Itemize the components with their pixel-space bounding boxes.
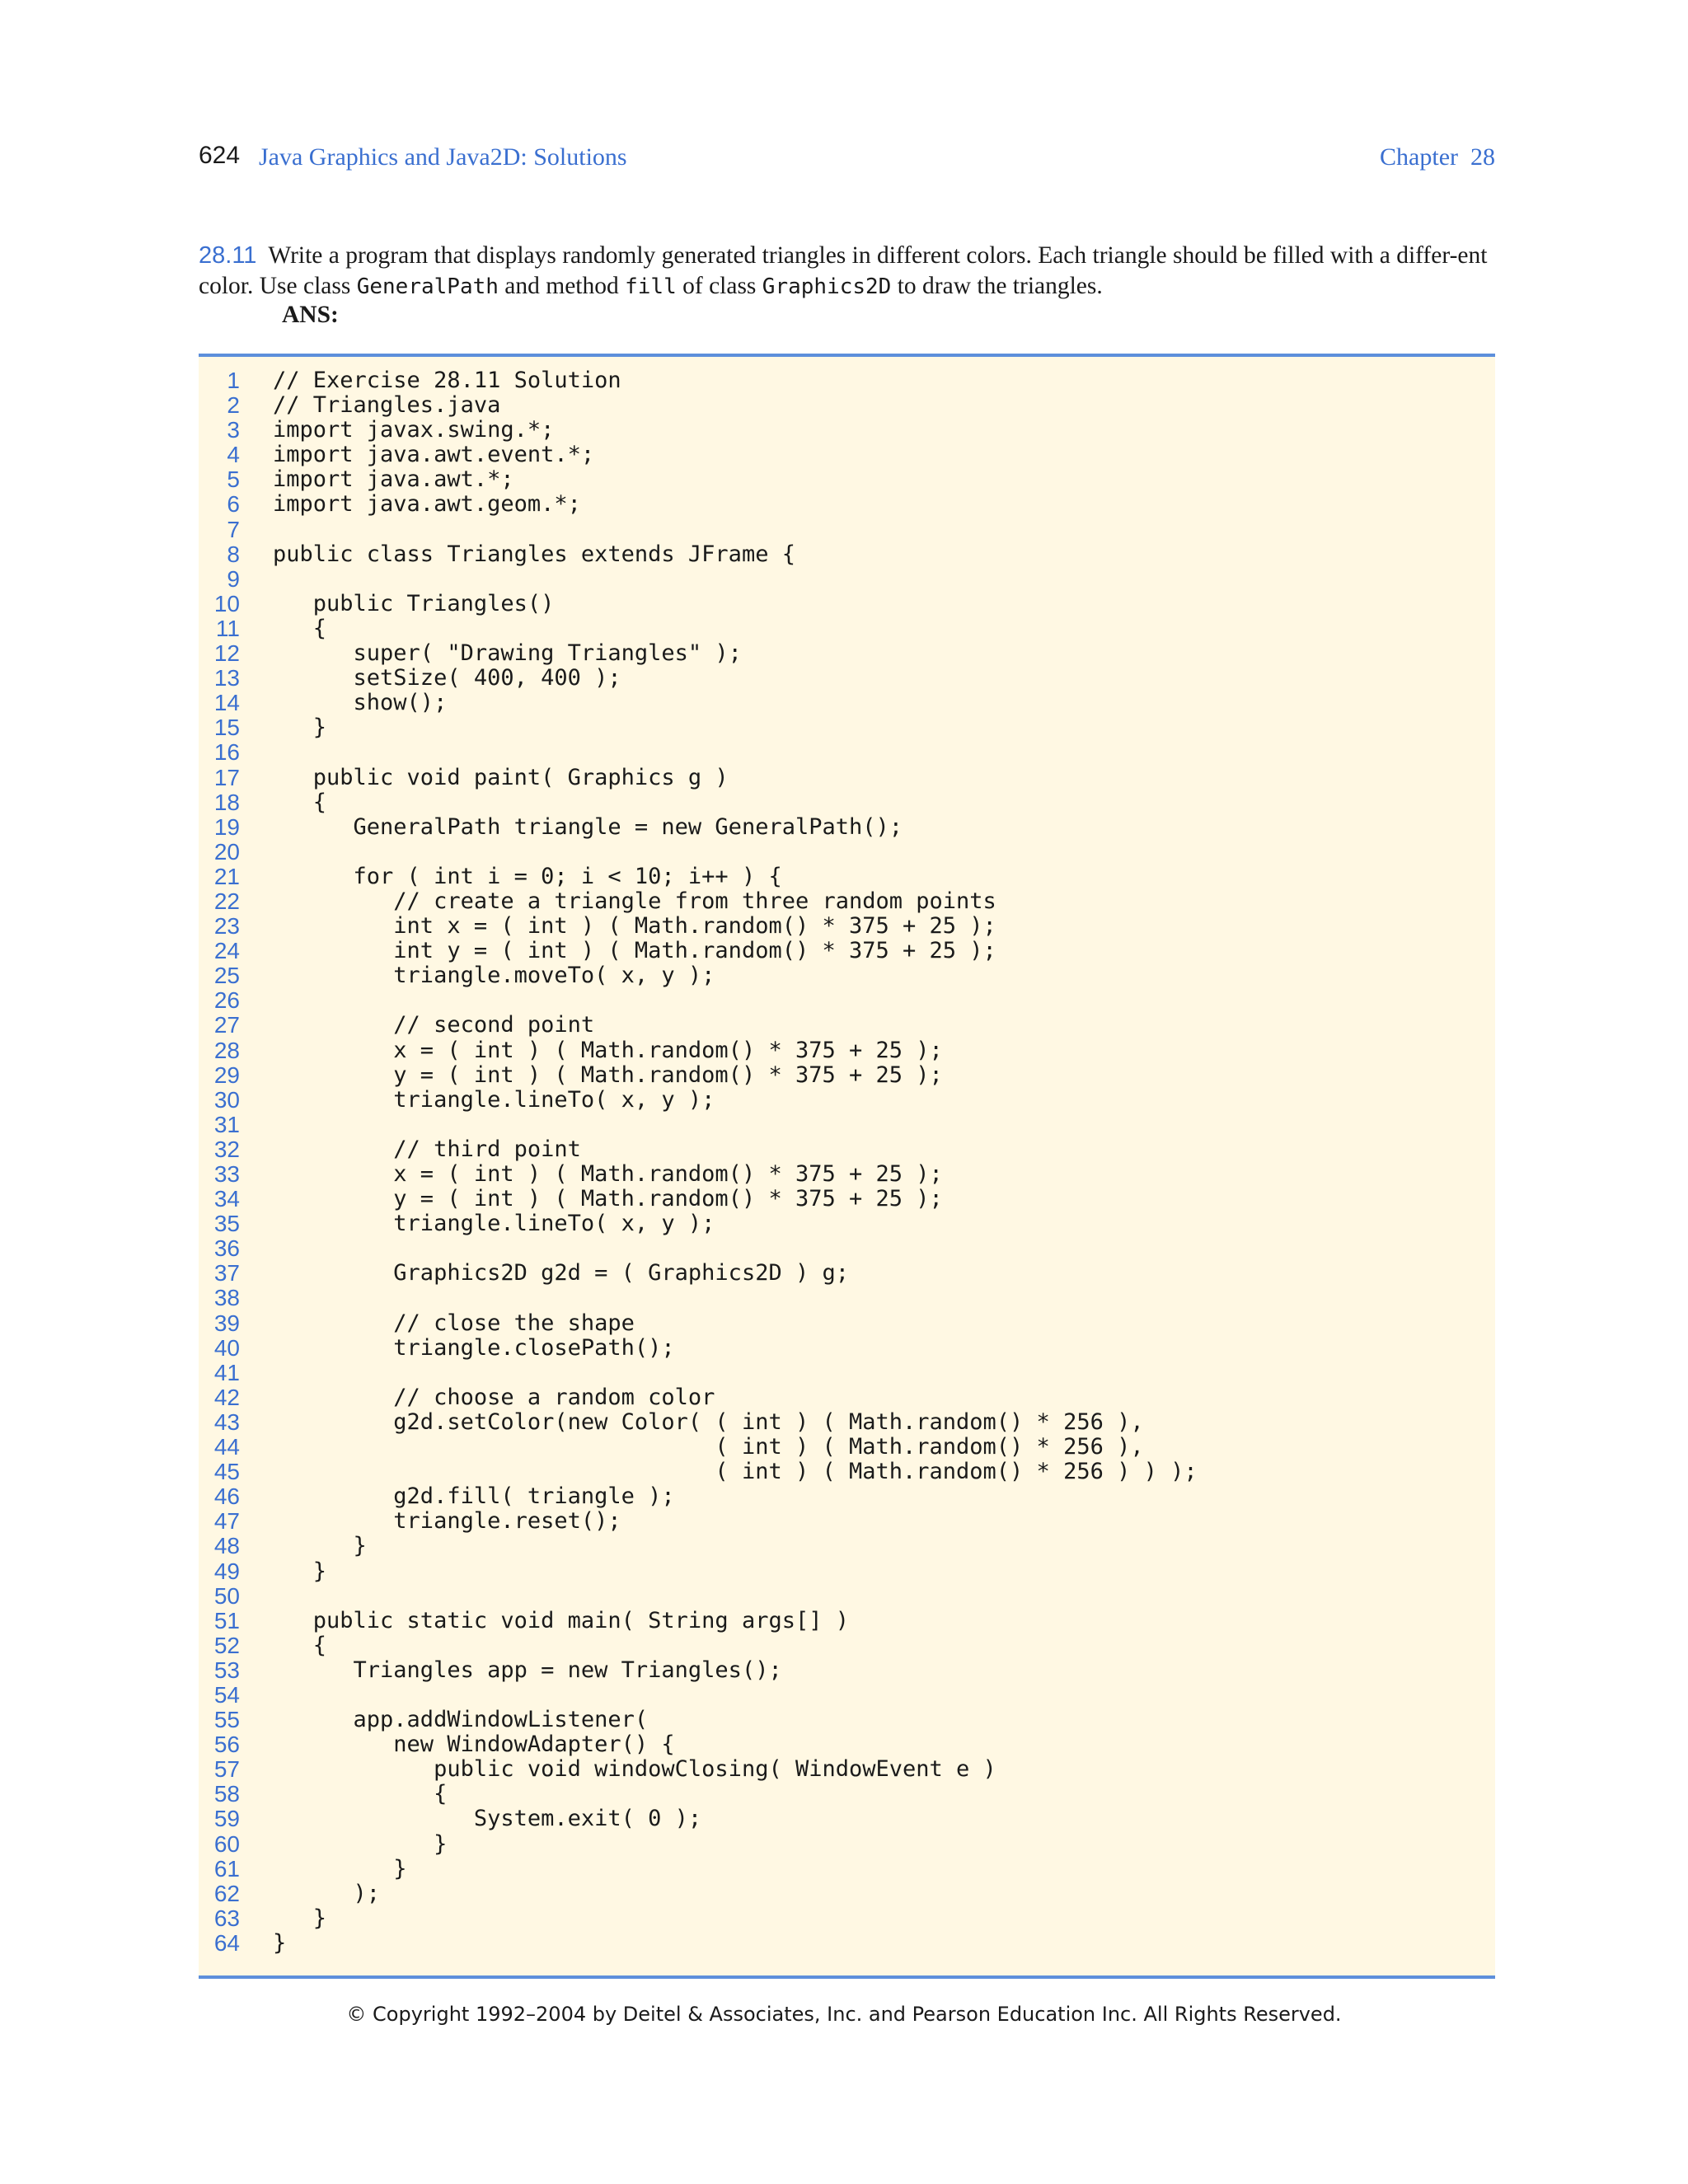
code-text: new WindowAdapter() {: [273, 1732, 675, 1758]
code-line: [199, 1410, 1495, 1435]
code-line: [199, 1236, 1495, 1261]
line-number: 56: [213, 1732, 240, 1758]
code-line: [199, 840, 1495, 865]
line-number: 39: [213, 1310, 240, 1336]
code-line: [199, 1732, 1495, 1757]
line-number: 7: [227, 516, 240, 542]
code-text: // Triangles.java: [273, 392, 501, 419]
code-text: System.exit( 0 );: [273, 1806, 702, 1832]
line-number: 50: [213, 1582, 240, 1609]
code-line: [199, 467, 1495, 492]
line-number: 20: [213, 838, 240, 865]
line-number: 5: [227, 466, 240, 493]
code-line: [199, 666, 1495, 691]
exercise-text-4: to draw the triangles.: [891, 273, 1103, 299]
line-number: 44: [213, 1434, 240, 1460]
code-line: [199, 914, 1495, 939]
line-number: 11: [215, 615, 240, 641]
code-text: x = ( int ) ( Math.random() * 375 + 25 );: [273, 1037, 943, 1063]
code-text: public void paint( Graphics g ): [273, 764, 729, 790]
code-text: public void windowClosing( WindowEvent e ): [273, 1756, 996, 1783]
code-text: public Triangles(): [273, 590, 555, 616]
code-text: );: [273, 1880, 381, 1906]
code-text: // third point: [273, 1136, 581, 1162]
code-line: [199, 1336, 1495, 1361]
chapter-label: Chapter 28: [1380, 143, 1495, 171]
code-text: Triangles app = new Triangles();: [273, 1657, 782, 1683]
line-number: 63: [213, 1905, 240, 1931]
code-line: [199, 1212, 1495, 1236]
code-text: super( "Drawing Triangles" );: [273, 640, 742, 667]
line-number: 2: [227, 392, 240, 419]
line-number: 4: [227, 442, 240, 468]
code-text: public static void main( String args[] ): [273, 1607, 849, 1633]
code-text: triangle.closePath();: [273, 1334, 675, 1361]
code-line: [199, 1460, 1495, 1484]
code-line: [199, 1857, 1495, 1882]
exercise-text-1: Write a program that displays randomly generated triangles in different colors. Each triangle should be filled with a differ-ent color. Use class: [199, 242, 1488, 299]
code-text: }: [273, 1558, 327, 1584]
code-line: [199, 715, 1495, 740]
line-number: 60: [213, 1830, 240, 1857]
line-number: 54: [213, 1681, 240, 1708]
code-line: [199, 1286, 1495, 1310]
line-number: 53: [213, 1657, 240, 1683]
code-line: [199, 418, 1495, 443]
code-line: [199, 1559, 1495, 1584]
line-number: 48: [213, 1533, 240, 1559]
code-line: [199, 865, 1495, 889]
code-listing: [199, 354, 1495, 1979]
code-text: int x = ( int ) ( Math.random() * 375 + 25 );: [273, 913, 996, 940]
code-text: // create a triangle from three random points: [273, 888, 996, 914]
line-number: 1: [227, 368, 240, 393]
code-line: [199, 1633, 1495, 1658]
line-number: 51: [213, 1607, 240, 1633]
code-line: [199, 1484, 1495, 1509]
code-text: import javax.swing.*;: [273, 417, 555, 443]
code-line: [199, 1137, 1495, 1162]
line-number: 15: [213, 715, 240, 741]
code-text: }: [273, 1533, 367, 1559]
code-line: [199, 939, 1495, 963]
code-text: ( int ) ( Math.random() * 256 ) ) );: [273, 1459, 1198, 1485]
code-text: x = ( int ) ( Math.random() * 375 + 25 );: [273, 1161, 943, 1187]
code-line: [199, 1584, 1495, 1609]
line-number: 61: [213, 1855, 240, 1882]
line-number: 29: [213, 1062, 240, 1088]
line-number: 17: [213, 764, 240, 790]
line-number: 26: [213, 987, 240, 1014]
code-text: triangle.lineTo( x, y );: [273, 1086, 715, 1113]
code-line: [199, 1832, 1495, 1857]
code-text: g2d.fill( triangle );: [273, 1483, 675, 1510]
line-number: 57: [213, 1756, 240, 1783]
line-number: 16: [213, 739, 240, 766]
line-number: 49: [213, 1558, 240, 1584]
code-line: [199, 1906, 1495, 1931]
code-line: [199, 1261, 1495, 1286]
code-text: // second point: [273, 1012, 595, 1038]
line-number: 12: [213, 640, 240, 667]
line-number: 32: [213, 1136, 240, 1162]
code-line: [199, 766, 1495, 790]
line-number: 33: [213, 1161, 240, 1187]
line-number: 62: [213, 1880, 240, 1906]
line-number: 46: [213, 1483, 240, 1510]
code-line: [199, 567, 1495, 592]
code-line: [199, 1658, 1495, 1683]
line-number: 55: [213, 1707, 240, 1733]
code-line: [199, 1088, 1495, 1113]
line-number: 34: [213, 1186, 240, 1212]
code-line: [199, 616, 1495, 641]
code-line: [199, 1013, 1495, 1038]
code-line: [199, 492, 1495, 517]
code-line: [199, 740, 1495, 765]
code-text: import java.awt.geom.*;: [273, 491, 581, 518]
code-text: // Exercise 28.11 Solution: [273, 368, 621, 393]
line-number: 64: [213, 1929, 240, 1956]
code-text: app.addWindowListener(: [273, 1707, 649, 1733]
code-text: ( int ) ( Math.random() * 256 ),: [273, 1434, 1144, 1460]
line-number: 3: [227, 417, 240, 443]
exercise-code-2: fill: [625, 274, 677, 299]
code-text: triangle.moveTo( x, y );: [273, 963, 715, 989]
line-number: 41: [213, 1359, 240, 1385]
exercise-statement: [199, 241, 1495, 302]
page-header: [199, 142, 1495, 175]
code-line: [199, 1361, 1495, 1385]
code-text: // choose a random color: [273, 1384, 715, 1410]
line-number: 28: [213, 1037, 240, 1063]
code-text: import java.awt.event.*;: [273, 442, 595, 468]
page-number: 624: [199, 142, 241, 169]
line-number: 8: [227, 541, 240, 567]
code-text: GeneralPath triangle = new GeneralPath();: [273, 813, 903, 840]
line-number: 42: [213, 1384, 240, 1410]
exercise-number: 28.11: [199, 242, 257, 269]
code-line: [199, 1782, 1495, 1807]
line-number: 52: [213, 1632, 240, 1658]
code-text: {: [273, 615, 327, 641]
code-line: [199, 592, 1495, 616]
code-text: show();: [273, 690, 448, 716]
line-number: 40: [213, 1334, 240, 1361]
line-number: 23: [213, 913, 240, 940]
line-number: 9: [227, 565, 240, 592]
code-line: [199, 1385, 1495, 1410]
line-number: 43: [213, 1408, 240, 1435]
code-text: triangle.reset();: [273, 1508, 621, 1535]
code-line: [199, 691, 1495, 715]
code-line: [199, 443, 1495, 467]
code-line: [199, 1609, 1495, 1633]
code-line: [199, 1038, 1495, 1063]
code-line: [199, 1509, 1495, 1534]
line-number: 6: [227, 491, 240, 518]
line-number: 36: [213, 1235, 240, 1262]
code-line: [199, 1931, 1495, 1956]
code-line: [199, 641, 1495, 666]
code-line: [199, 1187, 1495, 1212]
line-number: 25: [213, 963, 240, 989]
exercise-code-1: GeneralPath: [356, 274, 499, 299]
code-line: [199, 1063, 1495, 1088]
code-text: }: [273, 1830, 448, 1857]
code-line: [199, 393, 1495, 418]
code-line: [199, 988, 1495, 1013]
code-text: }: [273, 1855, 407, 1882]
code-line: [199, 368, 1495, 393]
code-text: }: [273, 1905, 327, 1931]
exercise-code-3: Graphics2D: [762, 274, 892, 299]
line-number: 14: [213, 690, 240, 716]
code-line: [199, 963, 1495, 988]
code-line: [199, 1708, 1495, 1732]
code-line: [199, 1807, 1495, 1831]
code-text: for ( int i = 0; i < 10; i++ ) {: [273, 863, 782, 889]
code-text: {: [273, 789, 327, 815]
copyright-footer: © Copyright 1992–2004 by Deitel & Associates, Inc. and Pearson Education Inc. All Rights Reserved.: [346, 2003, 1342, 2026]
line-number: 31: [213, 1111, 240, 1137]
code-text: Graphics2D g2d = ( Graphics2D ) g;: [273, 1260, 849, 1286]
line-number: 58: [213, 1781, 240, 1807]
line-number: 13: [213, 665, 240, 691]
code-text: import java.awt.*;: [273, 466, 514, 493]
code-text: // close the shape: [273, 1310, 635, 1336]
code-text: }: [273, 1929, 287, 1956]
code-text: y = ( int ) ( Math.random() * 375 + 25 );: [273, 1186, 943, 1212]
code-line: [199, 790, 1495, 815]
line-number: 22: [213, 888, 240, 914]
code-text: setSize( 400, 400 );: [273, 665, 621, 691]
exercise-text-3: of class: [676, 273, 762, 299]
line-number: 35: [213, 1211, 240, 1237]
code-line: [199, 1162, 1495, 1187]
code-line: [199, 1435, 1495, 1460]
line-number: 27: [213, 1012, 240, 1038]
code-text: g2d.setColor(new Color( ( int ) ( Math.random() * 256 ),: [273, 1408, 1144, 1435]
code-text: y = ( int ) ( Math.random() * 375 + 25 );: [273, 1062, 943, 1088]
code-text: int y = ( int ) ( Math.random() * 375 + 25 );: [273, 938, 996, 964]
code-text: }: [273, 715, 327, 741]
code-line: [199, 518, 1495, 542]
line-number: 10: [213, 590, 240, 616]
code-line: [199, 1534, 1495, 1558]
line-number: 24: [213, 938, 240, 964]
answer-label: ANS:: [282, 302, 339, 328]
line-number: 47: [213, 1508, 240, 1535]
exercise-text-2: and method: [498, 273, 626, 299]
code-line: [199, 1757, 1495, 1782]
code-line: [199, 542, 1495, 567]
code-line: [199, 889, 1495, 914]
line-number: 37: [213, 1260, 240, 1286]
code-text: public class Triangles extends JFrame {: [273, 541, 795, 567]
code-line: [199, 1113, 1495, 1137]
code-text: triangle.lineTo( x, y );: [273, 1211, 715, 1237]
line-number: 45: [213, 1459, 240, 1485]
code-lines: [199, 368, 1495, 1956]
code-text: {: [273, 1781, 448, 1807]
line-number: 59: [213, 1806, 240, 1832]
code-line: [199, 815, 1495, 840]
book-title: Java Graphics and Java2D: Solutions: [259, 143, 627, 171]
code-line: [199, 1882, 1495, 1906]
line-number: 18: [213, 789, 240, 815]
code-text: {: [273, 1632, 327, 1658]
line-number: 38: [213, 1285, 240, 1311]
code-line: [199, 1683, 1495, 1708]
line-number: 30: [213, 1086, 240, 1113]
line-number: 19: [213, 813, 240, 840]
code-line: [199, 1311, 1495, 1336]
line-number: 21: [213, 863, 240, 889]
